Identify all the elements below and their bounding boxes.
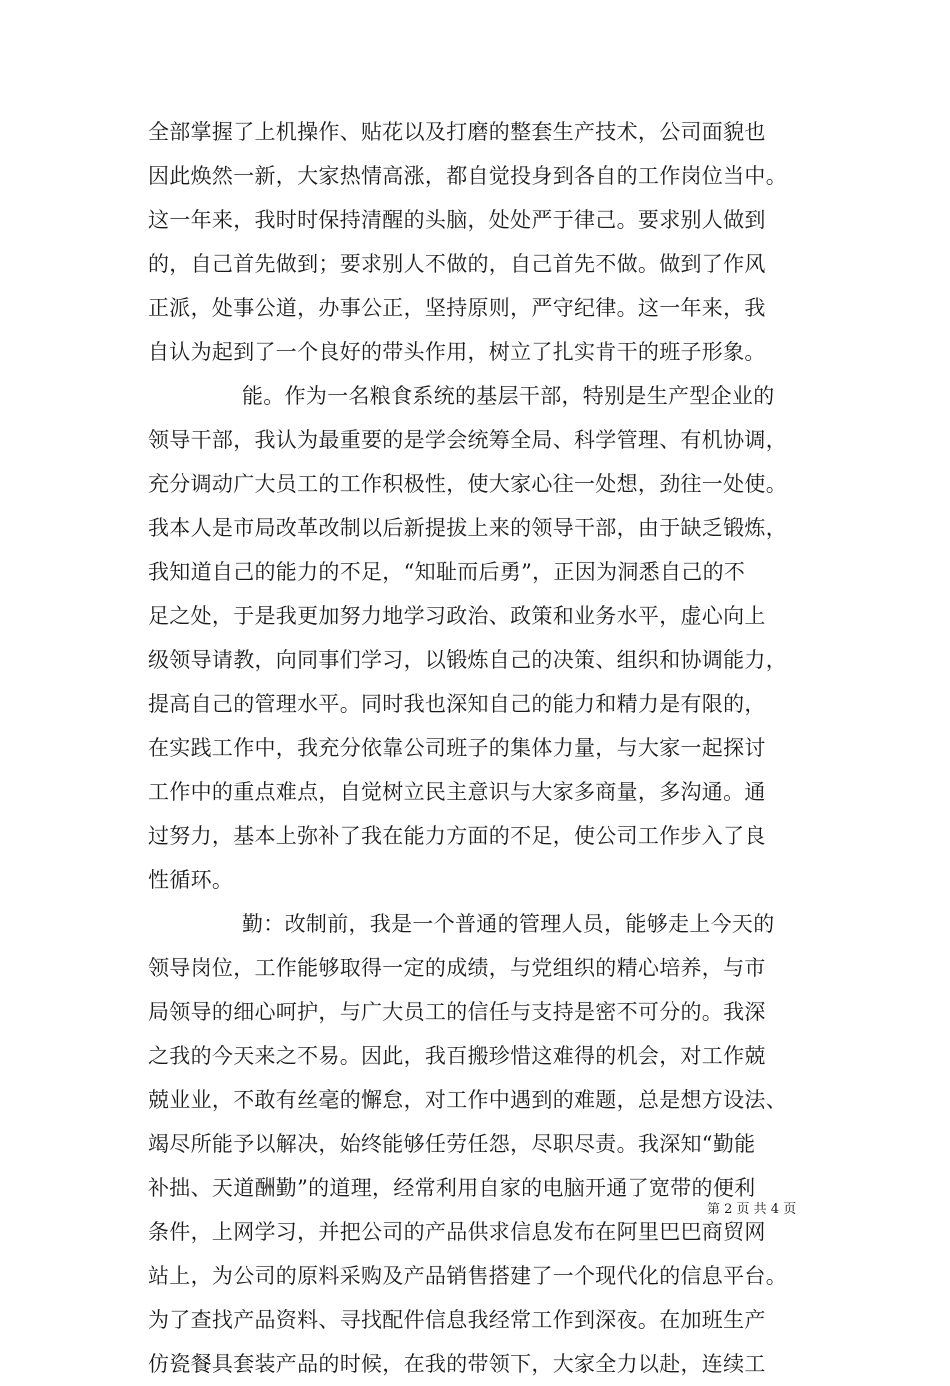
text-line: 过努力，基本上弥补了我在能力方面的不足，使公司工作步入了良 (148, 824, 766, 848)
text-line: 为了查找产品资料、寻找配件信息我经常工作到深夜。在加班生产 (148, 1308, 766, 1332)
text-line: 全部掌握了上机操作、贴花以及打磨的整套生产技术，公司面貌也 (148, 120, 766, 144)
text-line: 领导干部，我认为最重要的是学会统筹全局、科学管理、有机协调， (148, 428, 787, 452)
text-line: 局领导的细心呵护，与广大员工的信任与支持是密不可分的。我深 (148, 1000, 766, 1024)
text-line: 竭尽所能予以解决，始终能够任劳任怨，尽职尽责。我深知“勤能 (148, 1132, 756, 1156)
text-line: 领导岗位，工作能够取得一定的成绩，与党组织的精心培养，与市 (148, 956, 766, 980)
text-line: 足之处，于是我更加努力地学习政治、政策和业务水平，虚心向上 (148, 604, 766, 628)
text-line: 仿瓷餐具套装产品的时候，在我的带领下，大家全力以赴，连续工 (148, 1352, 766, 1376)
text-line: 提高自己的管理水平。同时我也深知自己的能力和精力是有限的， (148, 692, 766, 716)
text-line: 这一年来，我时时保持清醒的头脑，处处严于律己。要求别人做到 (148, 208, 766, 232)
text-line: 我本人是市局改革改制以后新提拔上来的领导干部，由于缺乏锻炼， (148, 516, 787, 540)
text-line: 充分调动广大员工的工作积极性，使大家心往一处想，劲往一处使。 (148, 472, 787, 496)
text-line: 兢业业，不敢有丝毫的懈怠，对工作中遇到的难题，总是想方设法、 (148, 1088, 787, 1112)
paragraph-start-line: 能。作为一名粮食系统的基层干部，特别是生产型企业的 (242, 384, 775, 408)
page-number-footer: 第 2 页 共 4 页 (707, 1202, 797, 1217)
text-line: 站上，为公司的原料采购及产品销售搭建了一个现代化的信息平台。 (148, 1264, 787, 1288)
text-line: 性循环。 (148, 868, 234, 892)
text-line: 自认为起到了一个良好的带头作用，树立了扎实肯干的班子形象。 (148, 340, 766, 364)
text-line: 正派，处事公道，办事公正，坚持原则，严守纪律。这一年来，我 (148, 296, 766, 320)
paragraph-start-line: 勤：改制前，我是一个普通的管理人员，能够走上今天的 (242, 912, 775, 936)
text-line: 条件，上网学习，并把公司的产品供求信息发布在阿里巴巴商贸网 (148, 1220, 766, 1244)
text-line: 的，自己首先做到；要求别人不做的，自己首先不做。做到了作风 (148, 252, 766, 276)
text-line: 之我的今天来之不易。因此，我百搬珍惜这难得的机会，对工作兢 (148, 1044, 766, 1068)
document-body (148, 110, 808, 1386)
text-line: 在实践工作中，我充分依靠公司班子的集体力量，与大家一起探讨 (148, 736, 766, 760)
text-line: 级领导请教，向同事们学习，以锻炼自己的决策、组织和协调能力， (148, 648, 787, 672)
text-line: 工作中的重点难点，自觉树立民主意识与大家多商量，多沟通。通 (148, 780, 766, 804)
text-line: 我知道自己的能力的不足，“知耻而后勇”，正因为洞悉自己的不 (148, 560, 746, 584)
text-line: 补拙、天道酬勤”的道理，经常利用自家的电脑开通了宽带的便利 (148, 1176, 756, 1200)
text-line: 因此焕然一新，大家热情高涨，都自觉投身到各自的工作岗位当中。 (148, 164, 787, 188)
